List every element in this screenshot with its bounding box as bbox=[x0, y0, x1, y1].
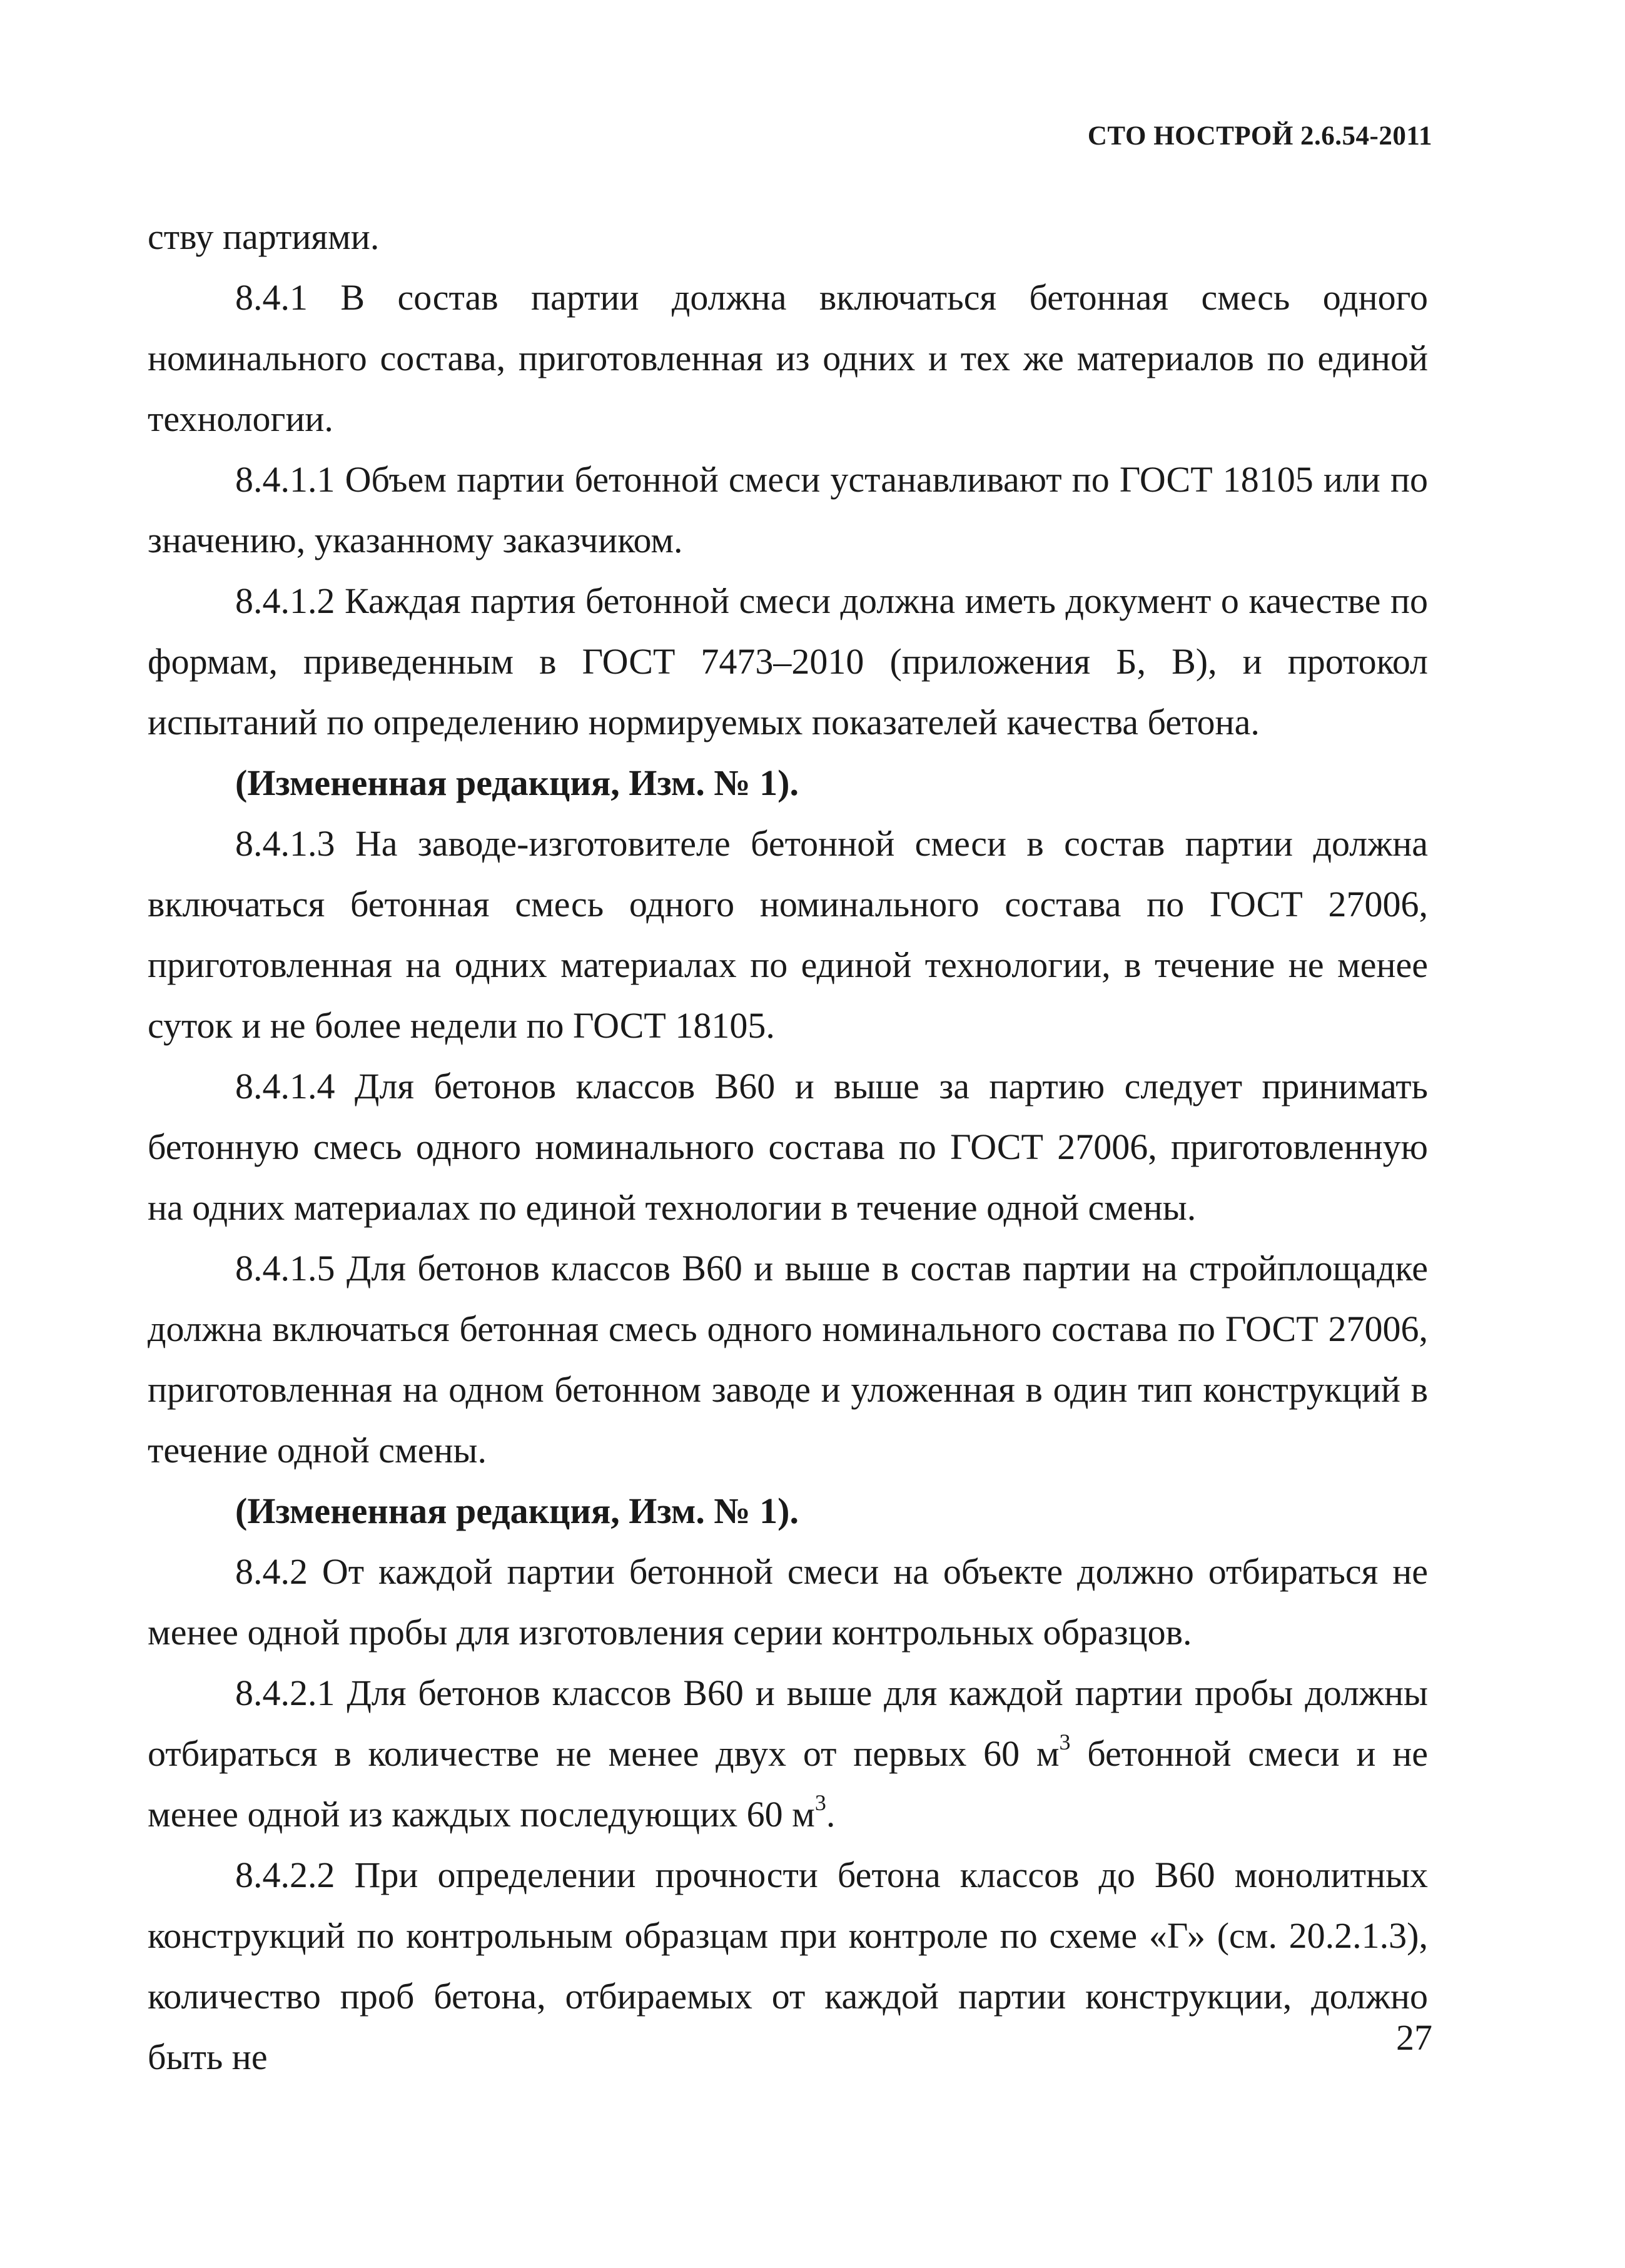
paragraph-8-4-1-2: 8.4.1.2 Каждая партия бетонной смеси должна иметь документ о качестве по формам, приведенным в ГОСТ 7473–2010 (приложения Б, В), и протокол испытаний по определению нормируемых показателей качества бетона. bbox=[148, 580, 1428, 742]
paragraph-8-4-2-2: 8.4.2.2 При определении прочности бетона классов до В60 монолитных конструкций по контрольным образцам при контроле по схеме «Г» (см. 20.2.1.3), количество проб бетона, отбираемых от каждой партии конструкции, должно быть не bbox=[148, 1855, 1428, 2077]
paragraph-8-4-1-3: 8.4.1.3 На заводе-изготовителе бетонной смеси в состав партии должна включаться бетонная смесь одного номинального состава по ГОСТ 27006, приготовленная на одних материалах по единой технологии, в течение не менее суток и не более недели по ГОСТ 18105. bbox=[148, 823, 1428, 1046]
page-number: 27 bbox=[1396, 2017, 1432, 2058]
paragraph-8-4-1-4: 8.4.1.4 Для бетонов классов В60 и выше за партию следует принимать бетонную смесь одного номинального состава по ГОСТ 27006, приготовленную на одних материалах по единой технологии в течение одной смены. bbox=[148, 1066, 1428, 1228]
paragraph-continuation: ству партиями. bbox=[148, 216, 380, 257]
paragraph-8-4-2: 8.4.2 От каждой партии бетонной смеси на объекте должно отбираться не менее одной пробы для изготовления серии контрольных образцов. bbox=[148, 1551, 1428, 1653]
paragraph-text-part: бетонной смеси и не менее одной из каждых последующих 60 м bbox=[148, 1733, 1428, 1835]
paragraph-text-part: 8.4.2.1 Для бетонов классов В60 и выше для каждой партии пробы должны отбираться в количестве не менее двух от первых 60 м bbox=[148, 1673, 1428, 1774]
superscript-cubic: 3 bbox=[814, 1790, 826, 1815]
paragraph-8-4-2-1 bbox=[148, 1663, 1428, 1845]
page-body bbox=[148, 206, 1428, 2087]
paragraph-8-4-1-1: 8.4.1.1 Объем партии бетонной смеси устанавливают по ГОСТ 18105 или по значению, указанному заказчиком. bbox=[148, 459, 1428, 560]
paragraph-text-part: . bbox=[826, 1794, 836, 1835]
superscript-cubic: 3 bbox=[1059, 1729, 1071, 1754]
paragraph-8-4-1: 8.4.1 В состав партии должна включаться бетонная смесь одного номинального состава, приготовленная из одних и тех же материалов по единой технологии. bbox=[148, 277, 1428, 439]
amendment-note: (Измененная редакция, Изм. № 1). bbox=[235, 762, 799, 803]
amendment-note: (Измененная редакция, Изм. № 1). bbox=[235, 1491, 799, 1531]
document-code-header: СТО НОСТРОЙ 2.6.54-2011 bbox=[1087, 121, 1432, 151]
paragraph-8-4-1-5: 8.4.1.5 Для бетонов классов В60 и выше в состав партии на стройплощадке должна включаться бетонная смесь одного номинального состава по ГОСТ 27006, приготовленная на одном бетонном заводе и уложенная в один тип конструкций в течение одной смены. bbox=[148, 1248, 1428, 1471]
